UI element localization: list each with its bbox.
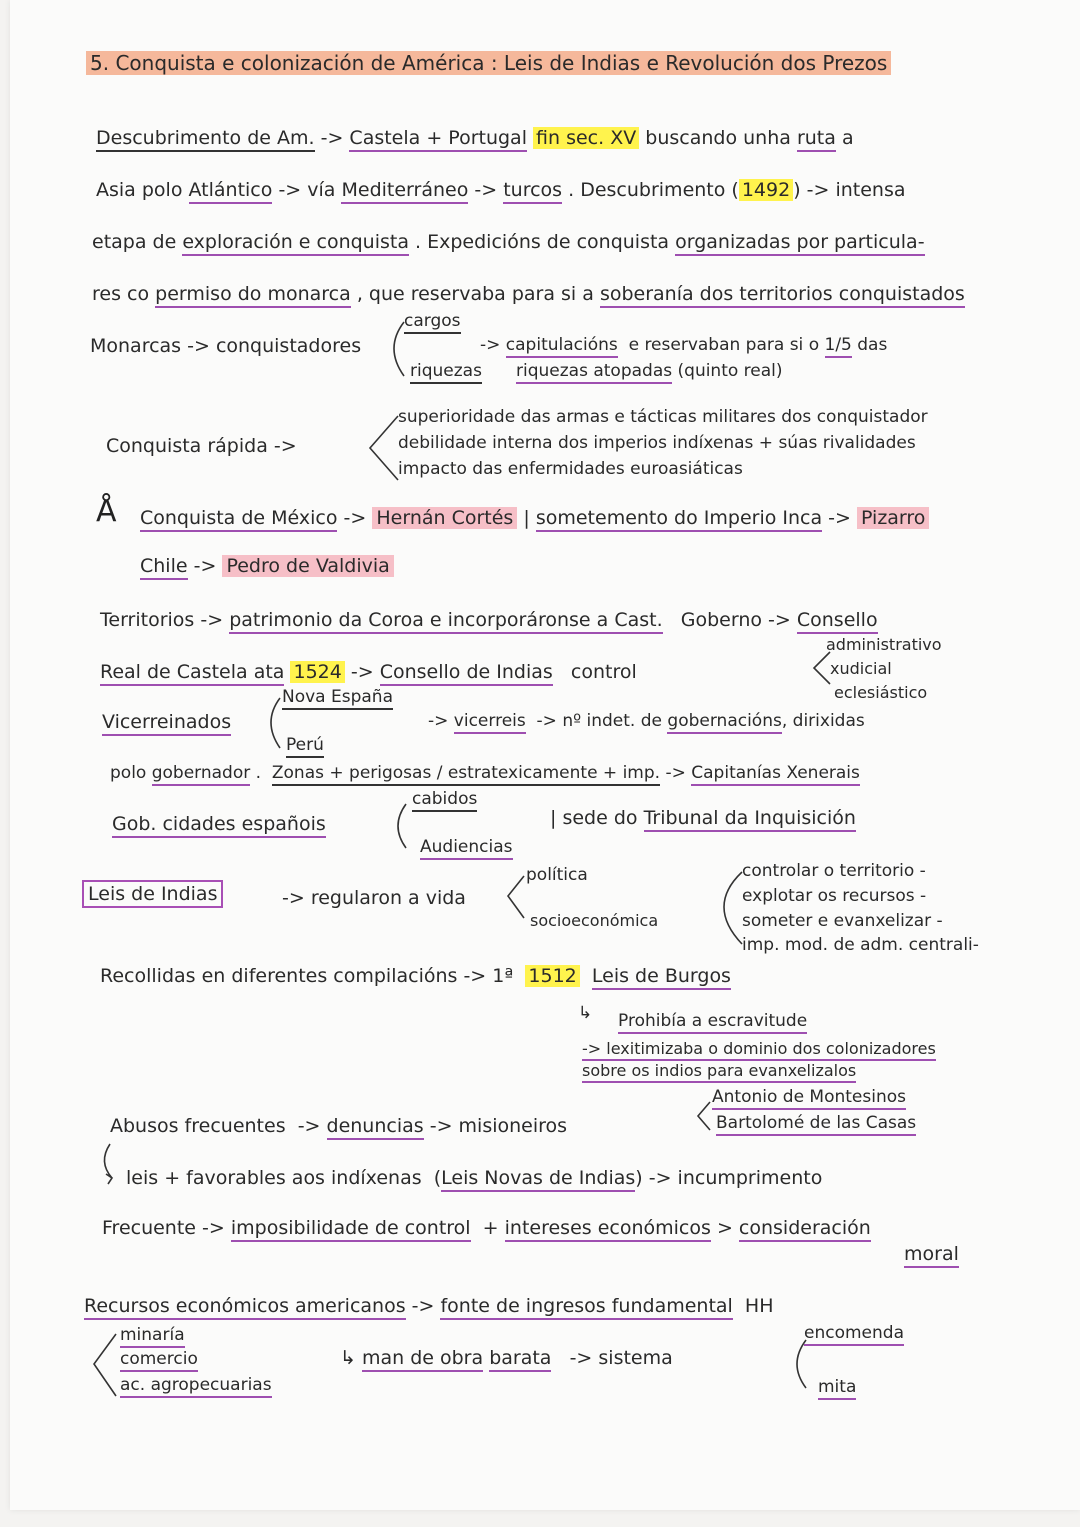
exploracion: exploración e conquista: [182, 231, 409, 256]
agropecuarias: [120, 1376, 272, 1395]
text: Asia polo: [96, 179, 183, 201]
text: e reservaban para si o: [628, 335, 820, 355]
arrow: ->: [828, 507, 851, 529]
territorios-line-1: [100, 610, 878, 631]
conquista-rapida-label: Conquista rápida ->: [106, 435, 297, 457]
mineria: [120, 1326, 185, 1345]
fin-sec-xv: fin sec. XV: [533, 127, 639, 149]
zonas: Zonas + perigosas / estratexicamente + imp.: [272, 763, 660, 786]
cargos: [404, 312, 461, 331]
imposibilidade: imposibilidade de control: [231, 1217, 471, 1242]
line-1: [96, 128, 854, 149]
riquezas-atopadas-line: [516, 362, 783, 381]
fonte-ingresos: fonte de ingresos fundamental: [440, 1295, 732, 1320]
ruta: ruta: [797, 127, 836, 152]
chile: Chile: [140, 555, 188, 580]
regularon-text: -> regularon a vida: [282, 887, 466, 909]
arrow: ->: [202, 1217, 225, 1239]
cabidos: [412, 790, 477, 809]
consello: Consello: [797, 609, 878, 634]
arrow: ->: [480, 335, 501, 355]
text: das: [857, 335, 888, 355]
text: indíxenas: [331, 1167, 422, 1189]
man-obra-line: [340, 1348, 673, 1369]
control-administrativo: administrativo: [826, 635, 942, 654]
capitanias: Capitanías Xenerais: [691, 763, 860, 786]
socioeconomica: socioeconómica: [530, 911, 659, 930]
arrow-down-icon: ↳: [578, 1003, 593, 1023]
vicerreinados-text: Vicerreinados: [102, 711, 231, 736]
encomenda: [804, 1324, 904, 1343]
pizarro: Pizarro: [857, 507, 929, 529]
text: , dirixidas: [781, 711, 865, 731]
leis-label: [82, 884, 223, 905]
arrow: ->: [193, 555, 217, 577]
prohibia: Prohibía a escravitude: [618, 1011, 807, 1034]
arrow: ->: [350, 661, 374, 683]
capitulacions-line: [480, 336, 887, 355]
text: +: [482, 1217, 499, 1239]
montesinos: [712, 1088, 906, 1107]
text: a: [841, 127, 854, 149]
descubrimento-text: Descubrimento de Am.: [96, 127, 315, 152]
text: -> intensa: [806, 179, 906, 201]
moral-text: moral: [904, 1243, 959, 1268]
montesinos-text: Antonio de Montesinos: [712, 1087, 906, 1110]
comercio: [120, 1350, 198, 1369]
text: favorables aos: [186, 1167, 325, 1189]
separator: |: [523, 507, 530, 529]
title-highlight: 5. Conquista e colonización de América : Leis de Indias e Revolución dos Prezos: [86, 51, 891, 75]
intereses: intereses económicos: [505, 1217, 711, 1242]
riquezas: [410, 362, 482, 381]
text: -> nº indet. de: [536, 711, 662, 731]
leis-favorables-line: [126, 1168, 822, 1189]
text: Frecuente: [102, 1217, 196, 1239]
riquezas-atopadas: riquezas atopadas: [516, 361, 672, 384]
notebook-page: [10, 0, 1080, 1510]
gob-cidades-text: Gob. cidades españois: [112, 813, 326, 838]
arrow: ->: [665, 763, 686, 783]
arrow: ->: [297, 1115, 321, 1137]
text: etapa de: [92, 231, 177, 253]
text: buscando unha: [645, 127, 791, 149]
audiencias: [420, 838, 513, 857]
barata: barata: [489, 1347, 551, 1372]
consideracion: consideración: [739, 1217, 871, 1242]
monarcas-label: Monarcas -> conquistadores: [90, 335, 362, 357]
warning-icon: Å: [96, 494, 117, 529]
text: . Expedicións de conquista: [415, 231, 670, 253]
abusos-line: [110, 1116, 567, 1137]
cortes: Hernán Cortés: [372, 507, 517, 529]
line-3: [92, 232, 925, 253]
las-casas-text: Bartolomé de las Casas: [716, 1113, 916, 1136]
frecuente-line: [102, 1218, 871, 1239]
mita: [818, 1378, 856, 1397]
arrow: ->: [474, 179, 498, 201]
text: res: [92, 283, 121, 305]
year-1512: 1512: [525, 965, 579, 987]
text: | sede do: [550, 807, 638, 829]
arrow: ->: [320, 127, 344, 149]
recollidas: Recollidas en diferentes compilacións ->: [100, 965, 487, 987]
audiencias-text: Audiencias: [420, 837, 513, 860]
abusos-label: Abusos frecuentes: [110, 1115, 286, 1137]
moral: [904, 1244, 959, 1265]
line-2: Asia polo Atlántico -> vía Mediterráneo -> turcos . Descubrimento ( 1492 ) -> intensa: [96, 180, 906, 201]
bracket: [504, 872, 528, 922]
text: , que reservaba para si a: [356, 283, 594, 305]
text: co: [127, 283, 150, 305]
organizadas: organizadas por particula-: [675, 231, 924, 256]
recursos-label: Recursos económicos americanos: [84, 1295, 406, 1320]
leis-novas: Leis Novas de Indias: [441, 1167, 635, 1192]
encomenda-text: encomenda: [804, 1323, 904, 1346]
goal-2: explotar os recursos -: [742, 886, 927, 906]
vicerreis: vicerreis: [454, 711, 526, 734]
inca: sometemento do Imperio Inca: [536, 507, 822, 532]
text: vía: [307, 179, 336, 201]
inquisicion: Tribunal da Inquisición: [644, 807, 856, 832]
year-1524: 1524: [290, 661, 344, 683]
bracket: [256, 694, 284, 752]
fraction: 1/5: [825, 335, 852, 358]
text: ): [635, 1167, 643, 1189]
peru-text: Perú: [286, 735, 324, 758]
permiso: permiso do monarca: [155, 283, 351, 308]
reason-2: debilidade interna dos imperios indíxenas + súas rivalidades: [398, 433, 916, 453]
gobernador: gobernador: [152, 763, 251, 786]
page-title: [86, 52, 891, 74]
quinto-real: (quinto real): [677, 361, 783, 381]
leis-de-burgos: Leis de Burgos: [592, 965, 731, 990]
lex-line-2: [582, 1062, 856, 1080]
agropecuarias-text: ac. agropecuarias: [120, 1375, 272, 1398]
castela-portugal: Castela + Portugal: [349, 127, 527, 152]
valdivia: Pedro de Valdivia: [222, 555, 393, 577]
gobernacions: gobernacións: [667, 711, 781, 734]
primeira: 1ª: [492, 965, 514, 987]
cargos-text: cargos: [404, 311, 461, 334]
curved-arrow-icon: [96, 1142, 124, 1186]
year-1492: 1492: [739, 179, 793, 201]
arrow: ->: [411, 1295, 435, 1317]
mediterraneo: Mediterráneo: [341, 179, 468, 204]
reason-3: impacto das enfermidades euroasiáticas: [398, 459, 743, 479]
misioneiros: -> misioneiros: [429, 1115, 568, 1137]
riquezas-text: riquezas: [410, 361, 482, 384]
bracket: [810, 648, 832, 688]
comercio-text: comercio: [120, 1349, 198, 1372]
bracket: [694, 1100, 712, 1132]
text: leis: [126, 1167, 159, 1189]
patrimonio: patrimonio da Coroa e incorporáronse a Cast.: [229, 609, 662, 634]
capitulacions: capitulacións: [506, 335, 618, 358]
vicerreis-line: [428, 712, 865, 731]
conquests-line-1: [140, 508, 929, 529]
mita-text: mita: [818, 1377, 856, 1400]
sede-line: [550, 808, 856, 829]
arrow: ->: [343, 507, 367, 529]
goberno: Goberno ->: [680, 609, 791, 631]
man-de-obra: man de obra: [362, 1347, 483, 1372]
bracket: [384, 800, 410, 852]
control: control: [570, 661, 637, 683]
line-4: [92, 284, 965, 305]
brace: [364, 412, 400, 486]
sobre-indios: sobre os indios para evanxelizalos: [582, 1061, 856, 1083]
mineria-text: minaría: [120, 1325, 185, 1348]
lex-line-1: [582, 1040, 936, 1058]
control-xudicial: xudicial: [830, 659, 892, 678]
recursos-line: [84, 1296, 774, 1317]
consello-de-indias: Consello de Indias: [380, 661, 553, 686]
las-casas: [716, 1114, 916, 1133]
nova-espana-text: Nova España: [282, 687, 393, 710]
reason-1: superioridade das armas e tácticas militares dos conquistador: [398, 407, 928, 427]
nova-espana: [282, 688, 393, 707]
prohibia-line: [618, 1012, 807, 1031]
politica: política: [526, 865, 588, 885]
text: +: [164, 1167, 181, 1189]
goal-4: imp. mod. de adm. centrali-: [742, 935, 979, 955]
territorios: Territorios ->: [100, 609, 224, 631]
peru: [286, 736, 324, 755]
lexitimizaba: -> lexitimizaba o dominio dos colonizadores: [582, 1039, 936, 1061]
territorios-line-2: [100, 662, 637, 683]
text: .: [255, 763, 262, 783]
brace: [696, 866, 744, 950]
brace: [90, 1330, 118, 1400]
arrow: ->: [278, 179, 302, 201]
sistema: -> sistema: [569, 1347, 673, 1369]
real-de-castela: Real de Castela ata: [100, 661, 284, 686]
mexico: Conquista de México: [140, 507, 337, 532]
conquests-line-2: [140, 556, 394, 577]
cabidos-text: cabidos: [412, 789, 477, 812]
text: . Descubrimento: [568, 179, 726, 201]
arrow-icon: ↳: [340, 1347, 356, 1369]
denuncias: denuncias: [327, 1115, 424, 1140]
leis-de-indias-box: Leis de Indias: [82, 880, 223, 908]
vicerreinados: [102, 712, 231, 733]
goal-1: controlar o territorio -: [742, 861, 926, 881]
hh: HH: [744, 1295, 774, 1317]
territorios-line-4: [110, 764, 860, 783]
goal-3: someter e evanxelizar -: [742, 911, 943, 931]
text: >: [716, 1217, 733, 1239]
soberania: soberanía dos territorios conquistados: [600, 283, 965, 308]
arrow: ->: [428, 711, 449, 731]
atlantico: Atlántico: [189, 179, 273, 204]
recollidas-line: [100, 966, 731, 987]
incumprimento: -> incumprimento: [648, 1167, 823, 1189]
gob-cidades: [112, 814, 326, 835]
text: polo: [110, 763, 147, 783]
control-eclesiastico: eclesiástico: [834, 683, 928, 702]
text: (: [433, 1167, 442, 1189]
turcos: turcos: [503, 179, 562, 204]
